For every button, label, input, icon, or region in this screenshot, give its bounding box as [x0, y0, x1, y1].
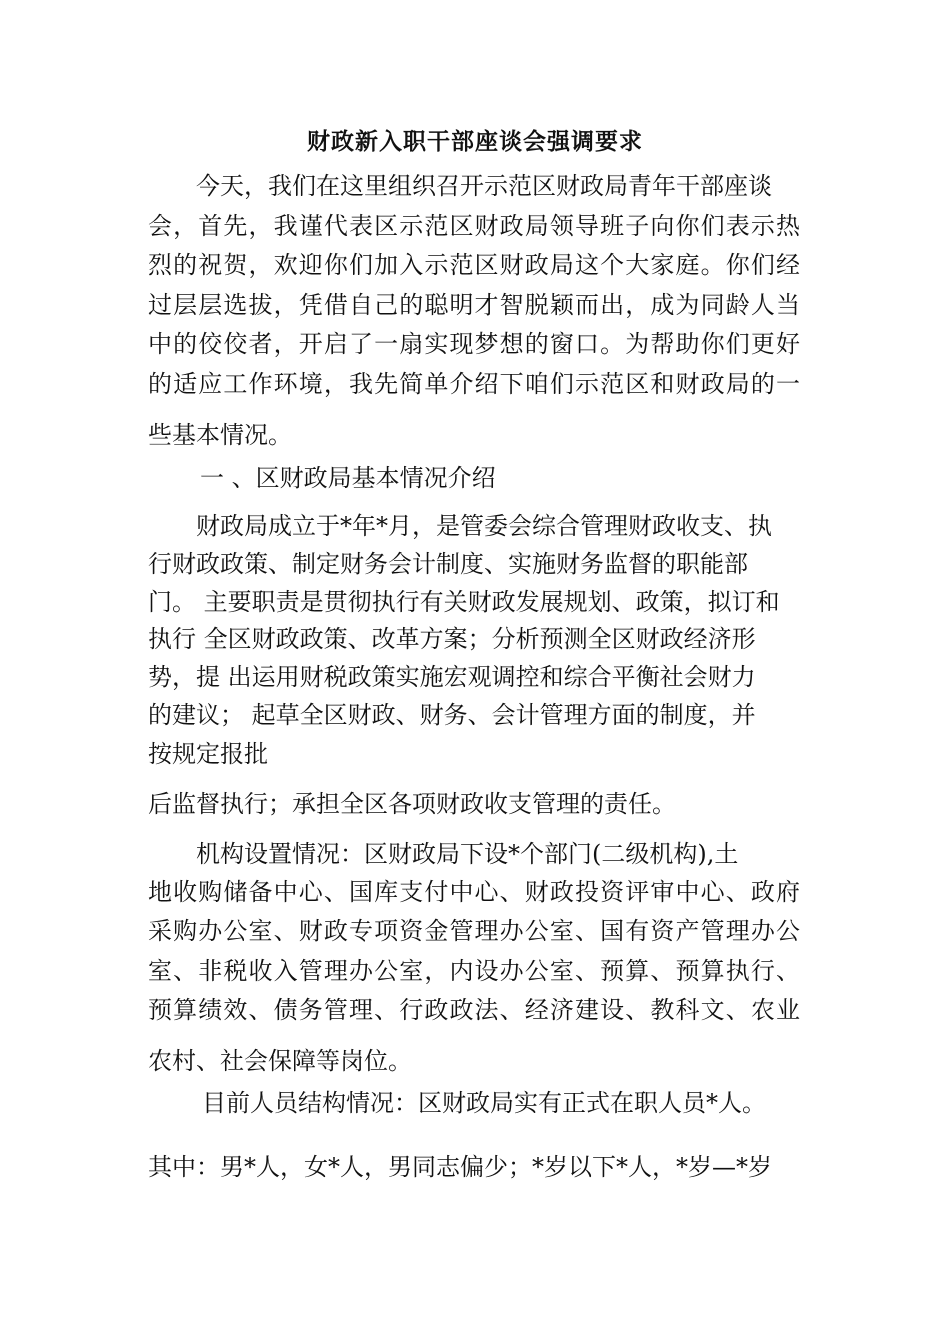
paragraph-2-line-3: 门。 主要职责是贯彻执行有关财政发展规划、政策，拟订和: [148, 588, 780, 616]
paragraph-2-line-5: 势，提 出运用财税政策实施宏观调控和综合平衡社会财力: [148, 663, 756, 691]
paragraph-4-line-2: 地收购储备中心、国库支付中心、财政投资评审中心、政府: [148, 878, 800, 906]
paragraph-1-line-5: 中的佼佼者，开启了一扇实现梦想的窗口。为帮助你们更好: [148, 330, 800, 358]
paragraph-1-line-2: 会，首先，我谨代表区示范区财政局领导班子向你们表示热: [148, 212, 800, 240]
paragraph-2-line-6: 的建议； 起草全区财政、财务、会计管理方面的制度，并: [148, 701, 756, 729]
paragraph-4-line-1: 机构设置情况：区财政局下设*个部门(二级机构),土: [196, 840, 739, 868]
paragraph-1-line-7: 些基本情况。: [148, 421, 292, 449]
paragraph-4-line-4: 室、非税收入管理办公室，内设办公室、预算、预算执行、: [148, 957, 800, 985]
paragraph-1-line-4: 过层层选拔，凭借自己的聪明才智脱颖而出，成为同龄人当: [148, 291, 800, 319]
paragraph-2-line-4: 执行 全区财政政策、改革方案；分析预测全区财政经济形: [148, 625, 756, 653]
paragraph-1-line-1: 今天，我们在这里组织召开示范区财政局青年干部座谈: [196, 172, 772, 200]
paragraph-1-line-6: 的适应工作环境，我先简单介绍下咱们示范区和财政局的一: [148, 370, 800, 398]
paragraph-4-line-6: 农村、社会保障等岗位。: [148, 1047, 412, 1075]
document-title: 财政新入职干部座谈会强调要求: [307, 128, 643, 155]
paragraph-5-line-2: 其中：男*人，女*人，男同志偏少；*岁以下*人，*岁—*岁: [148, 1153, 772, 1181]
paragraph-2-line-7: 按规定报批: [148, 740, 268, 768]
paragraph-2-line-1: 财政局成立于*年*月，是管委会综合管理财政收支、执: [196, 512, 772, 540]
paragraph-3-line-1: 后监督执行；承担全区各项财政收支管理的责任。: [148, 790, 676, 818]
paragraph-2-line-2: 行财政政策、制定财务会计制度、实施财务监督的职能部: [148, 550, 748, 578]
paragraph-4-line-3: 采购办公室、财政专项资金管理办公室、国有资产管理办公: [148, 917, 800, 945]
paragraph-4-line-5: 预算绩效、债务管理、行政政法、经济建设、教科文、农业: [148, 996, 800, 1024]
paragraph-5-line-1: 目前人员结构情况：区财政局实有正式在职人员*人。: [202, 1089, 766, 1117]
section-heading: 一 、区财政局基本情况介绍: [200, 464, 496, 492]
paragraph-1-line-3: 烈的祝贺，欢迎你们加入示范区财政局这个大家庭。你们经: [148, 251, 800, 279]
